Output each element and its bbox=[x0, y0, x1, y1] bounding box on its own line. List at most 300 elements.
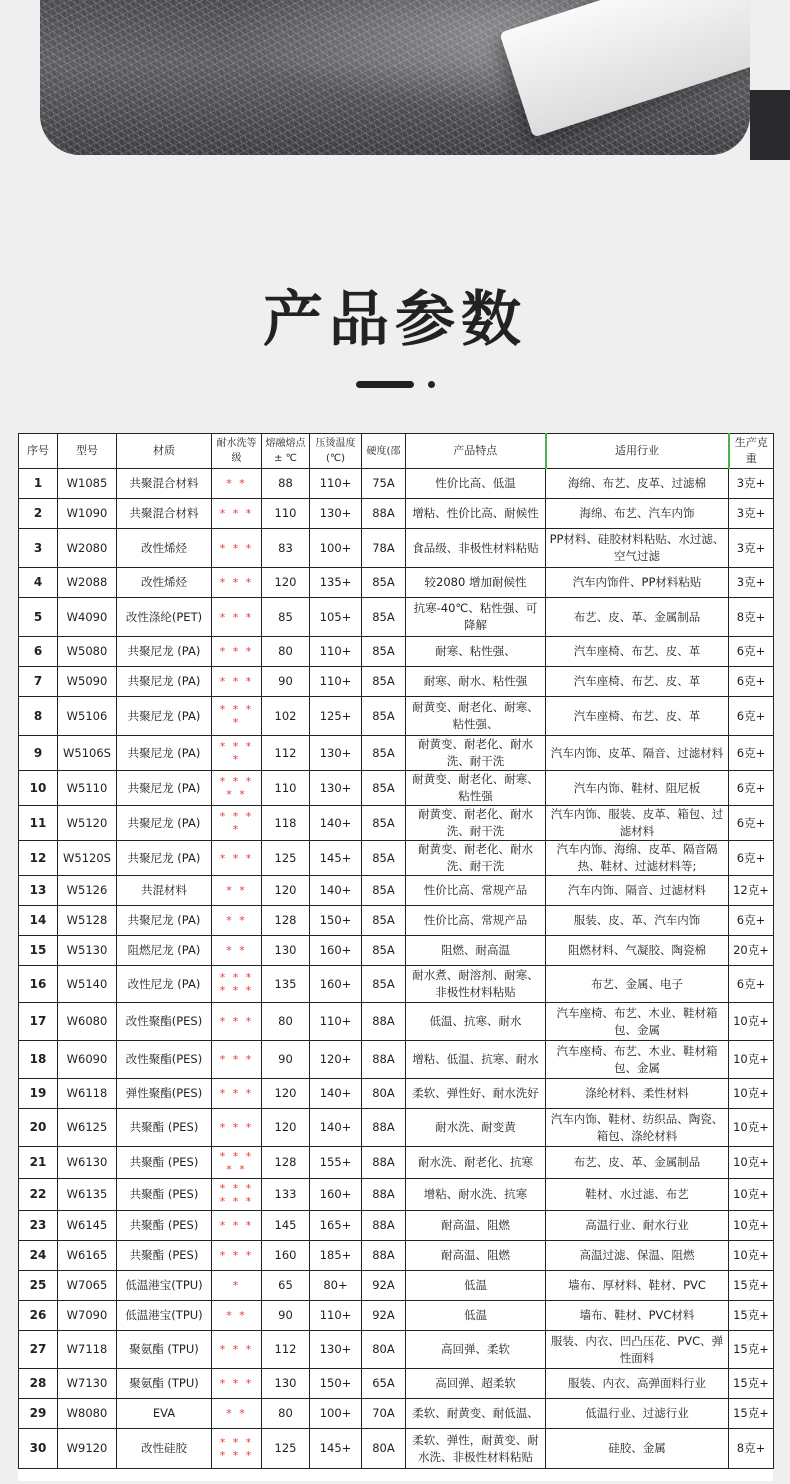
cell-model: W6135 bbox=[58, 1179, 117, 1211]
cell-press: 100+ bbox=[310, 1399, 362, 1429]
cell-feature: 柔软、弹性，耐黄变、耐水洗、非极性材料粘贴 bbox=[406, 1429, 546, 1469]
header-melt: 熔融熔点± ℃ bbox=[262, 434, 310, 469]
cell-material: 改性聚酯(PES) bbox=[117, 1041, 212, 1079]
header-feature: 产品特点 bbox=[406, 434, 546, 469]
cell-press: 160+ bbox=[310, 936, 362, 966]
cell-melt: 118 bbox=[262, 806, 310, 841]
cell-no: 30 bbox=[19, 1429, 58, 1469]
table-row bbox=[19, 841, 774, 876]
title-underline-dot bbox=[428, 381, 435, 388]
cell-wash: * * * bbox=[212, 598, 262, 637]
cell-hard: 80A bbox=[362, 1331, 406, 1369]
table-row bbox=[19, 936, 774, 966]
cell-model: W6145 bbox=[58, 1211, 117, 1241]
cell-material: 低温港宝(TPU) bbox=[117, 1301, 212, 1331]
cell-model: W6090 bbox=[58, 1041, 117, 1079]
cell-feature: 柔软、弹性好、耐水洗好 bbox=[406, 1079, 546, 1109]
cell-weight: 3克+ bbox=[729, 568, 774, 598]
cell-press: 130+ bbox=[310, 736, 362, 771]
cell-hard: 88A bbox=[362, 1241, 406, 1271]
cell-wash: * * * bbox=[212, 568, 262, 598]
cell-melt: 90 bbox=[262, 1041, 310, 1079]
cell-melt: 128 bbox=[262, 1147, 310, 1179]
cell-no: 24 bbox=[19, 1241, 58, 1271]
cell-melt: 133 bbox=[262, 1179, 310, 1211]
cell-material: 共聚混合材料 bbox=[117, 499, 212, 529]
table-row bbox=[19, 1079, 774, 1109]
cell-material: 共聚尼龙 (PA) bbox=[117, 637, 212, 667]
cell-no: 20 bbox=[19, 1109, 58, 1147]
table-row bbox=[19, 529, 774, 568]
cell-industry: 高温行业、耐水行业 bbox=[546, 1211, 729, 1241]
cell-press: 105+ bbox=[310, 598, 362, 637]
cell-no: 25 bbox=[19, 1271, 58, 1301]
cell-press: 80+ bbox=[310, 1271, 362, 1301]
cell-weight: 3克+ bbox=[729, 469, 774, 499]
cell-hard: 85A bbox=[362, 667, 406, 697]
cell-weight: 15克+ bbox=[729, 1331, 774, 1369]
cell-no: 12 bbox=[19, 841, 58, 876]
cell-melt: 120 bbox=[262, 876, 310, 906]
cell-feature: 增粘、耐水洗、抗寒 bbox=[406, 1179, 546, 1211]
cell-no: 28 bbox=[19, 1369, 58, 1399]
table-row bbox=[19, 1429, 774, 1469]
cell-industry: 布艺、皮、革、金属制品 bbox=[546, 598, 729, 637]
cell-melt: 90 bbox=[262, 1301, 310, 1331]
cell-feature: 耐黄变、耐老化、耐水洗、耐干洗 bbox=[406, 736, 546, 771]
cell-model: W5120S bbox=[58, 841, 117, 876]
cell-press: 100+ bbox=[310, 529, 362, 568]
cell-press: 165+ bbox=[310, 1211, 362, 1241]
cell-model: W5090 bbox=[58, 667, 117, 697]
header-hardness: 硬度(邵 bbox=[362, 434, 406, 469]
cell-material: 共聚尼龙 (PA) bbox=[117, 667, 212, 697]
cell-material: 改性硅胶 bbox=[117, 1429, 212, 1469]
cell-press: 140+ bbox=[310, 876, 362, 906]
cell-industry: 汽车内饰、隔音、过滤材料 bbox=[546, 876, 729, 906]
cell-no: 5 bbox=[19, 598, 58, 637]
table-row bbox=[19, 568, 774, 598]
table-row bbox=[19, 1211, 774, 1241]
cell-melt: 102 bbox=[262, 697, 310, 736]
cell-model: W2088 bbox=[58, 568, 117, 598]
cell-wash: * * * bbox=[212, 637, 262, 667]
table-row bbox=[19, 806, 774, 841]
cell-press: 125+ bbox=[310, 697, 362, 736]
cell-press: 130+ bbox=[310, 499, 362, 529]
cell-weight: 10克+ bbox=[729, 1079, 774, 1109]
table-row bbox=[19, 598, 774, 637]
product-photo bbox=[40, 0, 750, 155]
cell-material: 共混材料 bbox=[117, 876, 212, 906]
cell-press: 160+ bbox=[310, 1179, 362, 1211]
cell-hard: 85A bbox=[362, 568, 406, 598]
cell-feature: 低温 bbox=[406, 1271, 546, 1301]
cell-wash: * * * bbox=[212, 1241, 262, 1271]
cell-material: 改性烯烃 bbox=[117, 568, 212, 598]
cell-model: W7065 bbox=[58, 1271, 117, 1301]
cell-industry: 汽车内饰、皮革、隔音、过滤材料 bbox=[546, 736, 729, 771]
table-row bbox=[19, 697, 774, 736]
table-row bbox=[19, 1179, 774, 1211]
cell-model: W6080 bbox=[58, 1003, 117, 1041]
cell-weight: 10克+ bbox=[729, 1147, 774, 1179]
cell-press: 150+ bbox=[310, 1369, 362, 1399]
cell-wash: * * * * * bbox=[212, 771, 262, 806]
cell-industry: 服装、皮、革、汽车内饰 bbox=[546, 906, 729, 936]
cell-weight: 10克+ bbox=[729, 1041, 774, 1079]
cell-feature: 耐高温、阻燃 bbox=[406, 1241, 546, 1271]
cell-industry: 墙布、厚材料、鞋材、PVC bbox=[546, 1271, 729, 1301]
cell-wash: * * * bbox=[212, 1041, 262, 1079]
cell-press: 130+ bbox=[310, 1331, 362, 1369]
cell-hard: 88A bbox=[362, 1147, 406, 1179]
cell-feature: 耐寒、耐水、粘性强 bbox=[406, 667, 546, 697]
cell-press: 150+ bbox=[310, 906, 362, 936]
cell-press: 110+ bbox=[310, 1003, 362, 1041]
cell-weight: 20克+ bbox=[729, 936, 774, 966]
cell-wash: * * bbox=[212, 876, 262, 906]
cell-feature: 性价比高、常规产品 bbox=[406, 906, 546, 936]
cell-industry: 汽车座椅、布艺、皮、革 bbox=[546, 697, 729, 736]
cell-wash: * * * bbox=[212, 529, 262, 568]
cell-wash: * bbox=[212, 1271, 262, 1301]
cell-weight: 6克+ bbox=[729, 667, 774, 697]
cell-press: 120+ bbox=[310, 1041, 362, 1079]
cell-wash: * * * bbox=[212, 1331, 262, 1369]
cell-model: W5106S bbox=[58, 736, 117, 771]
cell-feature: 低温、抗寒、耐水 bbox=[406, 1003, 546, 1041]
cell-industry: 涤纶材料、柔性材料 bbox=[546, 1079, 729, 1109]
cell-model: W5120 bbox=[58, 806, 117, 841]
cell-industry: 汽车内饰件、PP材料粘贴 bbox=[546, 568, 729, 598]
cell-hard: 85A bbox=[362, 697, 406, 736]
cell-weight: 15克+ bbox=[729, 1399, 774, 1429]
cell-no: 22 bbox=[19, 1179, 58, 1211]
cell-wash: * * bbox=[212, 1301, 262, 1331]
cell-model: W6130 bbox=[58, 1147, 117, 1179]
cell-hard: 85A bbox=[362, 966, 406, 1003]
cell-press: 135+ bbox=[310, 568, 362, 598]
header-weight: 生产克重 bbox=[729, 434, 774, 469]
cell-model: W5128 bbox=[58, 906, 117, 936]
cell-material: 共聚尼龙 (PA) bbox=[117, 697, 212, 736]
cell-material: 改性烯烃 bbox=[117, 529, 212, 568]
cell-no: 13 bbox=[19, 876, 58, 906]
cell-melt: 112 bbox=[262, 736, 310, 771]
header-wash: 耐水洗等级 bbox=[212, 434, 262, 469]
cell-model: W2080 bbox=[58, 529, 117, 568]
cell-hard: 85A bbox=[362, 841, 406, 876]
table-row bbox=[19, 1109, 774, 1147]
cell-wash: * * * * bbox=[212, 736, 262, 771]
page-title: 产品参数 bbox=[263, 285, 527, 355]
cell-melt: 110 bbox=[262, 499, 310, 529]
cell-industry: 海绵、布艺、皮革、过滤棉 bbox=[546, 469, 729, 499]
cell-feature: 耐水洗、耐变黄 bbox=[406, 1109, 546, 1147]
cell-melt: 80 bbox=[262, 1003, 310, 1041]
cell-no: 21 bbox=[19, 1147, 58, 1179]
cell-hard: 85A bbox=[362, 876, 406, 906]
cell-model: W5106 bbox=[58, 697, 117, 736]
cell-wash: * * * bbox=[212, 499, 262, 529]
cell-melt: 145 bbox=[262, 1211, 310, 1241]
table-row bbox=[19, 1003, 774, 1041]
table-row bbox=[19, 1331, 774, 1369]
parameter-table-container bbox=[18, 433, 773, 1481]
cell-hard: 88A bbox=[362, 1041, 406, 1079]
cell-press: 185+ bbox=[310, 1241, 362, 1271]
cell-hard: 85A bbox=[362, 771, 406, 806]
cell-model: W5130 bbox=[58, 936, 117, 966]
cell-melt: 80 bbox=[262, 637, 310, 667]
cell-melt: 125 bbox=[262, 841, 310, 876]
cell-weight: 3克+ bbox=[729, 499, 774, 529]
table-row bbox=[19, 1301, 774, 1331]
cell-melt: 88 bbox=[262, 469, 310, 499]
cell-press: 110+ bbox=[310, 667, 362, 697]
cell-no: 23 bbox=[19, 1211, 58, 1241]
cell-melt: 120 bbox=[262, 568, 310, 598]
table-row bbox=[19, 876, 774, 906]
cell-weight: 10克+ bbox=[729, 1003, 774, 1041]
cell-feature: 性价比高、低温 bbox=[406, 469, 546, 499]
cell-melt: 80 bbox=[262, 1399, 310, 1429]
cell-no: 15 bbox=[19, 936, 58, 966]
cell-hard: 88A bbox=[362, 1179, 406, 1211]
cell-press: 110+ bbox=[310, 469, 362, 499]
cell-melt: 120 bbox=[262, 1109, 310, 1147]
table-row bbox=[19, 736, 774, 771]
table-row bbox=[19, 1041, 774, 1079]
cell-hard: 88A bbox=[362, 1109, 406, 1147]
cell-feature: 性价比高、常规产品 bbox=[406, 876, 546, 906]
cell-feature: 增粘、低温、抗寒、耐水 bbox=[406, 1041, 546, 1079]
cell-press: 140+ bbox=[310, 1079, 362, 1109]
cell-material: 共聚酯 (PES) bbox=[117, 1147, 212, 1179]
cell-melt: 128 bbox=[262, 906, 310, 936]
cell-no: 6 bbox=[19, 637, 58, 667]
cell-industry: 服装、内衣、高弹面料行业 bbox=[546, 1369, 729, 1399]
cell-material: 共聚混合材料 bbox=[117, 469, 212, 499]
cell-weight: 6克+ bbox=[729, 966, 774, 1003]
cell-wash: * * * bbox=[212, 1079, 262, 1109]
table-row bbox=[19, 1241, 774, 1271]
cell-wash: * * * bbox=[212, 841, 262, 876]
table-row bbox=[19, 1399, 774, 1429]
cell-feature: 增粘、性价比高、耐候性 bbox=[406, 499, 546, 529]
cell-weight: 6克+ bbox=[729, 697, 774, 736]
cell-industry: 服装、内衣、凹凸压花、PVC、弹性面料 bbox=[546, 1331, 729, 1369]
cell-industry: PP材料、硅胶材料粘贴、水过滤、空气过滤 bbox=[546, 529, 729, 568]
cell-weight: 6克+ bbox=[729, 637, 774, 667]
cell-hard: 85A bbox=[362, 637, 406, 667]
cell-industry: 海绵、布艺、汽车内饰 bbox=[546, 499, 729, 529]
cell-no: 18 bbox=[19, 1041, 58, 1079]
cell-weight: 12克+ bbox=[729, 876, 774, 906]
table-row bbox=[19, 1271, 774, 1301]
cell-hard: 80A bbox=[362, 1429, 406, 1469]
cell-wash: * * * * * * bbox=[212, 1429, 262, 1469]
cell-weight: 10克+ bbox=[729, 1241, 774, 1271]
cell-industry: 阻燃材料、气凝胶、陶瓷棉 bbox=[546, 936, 729, 966]
cell-industry: 汽车座椅、布艺、皮、革 bbox=[546, 667, 729, 697]
cell-wash: * * bbox=[212, 906, 262, 936]
cell-no: 29 bbox=[19, 1399, 58, 1429]
cell-industry: 汽车内饰、鞋材、纺织品、陶瓷、箱包、涤纶材料 bbox=[546, 1109, 729, 1147]
cell-melt: 135 bbox=[262, 966, 310, 1003]
cell-feature: 耐黄变、耐老化、耐水洗、耐干洗 bbox=[406, 841, 546, 876]
cell-industry: 汽车座椅、布艺、木业、鞋材箱包、金属 bbox=[546, 1041, 729, 1079]
cell-melt: 83 bbox=[262, 529, 310, 568]
cell-feature: 耐寒、粘性强、 bbox=[406, 637, 546, 667]
cell-weight: 6克+ bbox=[729, 841, 774, 876]
cell-industry: 墙布、鞋材、PVC材料 bbox=[546, 1301, 729, 1331]
cell-material: 共聚酯 (PES) bbox=[117, 1109, 212, 1147]
cell-hard: 65A bbox=[362, 1369, 406, 1399]
cell-press: 145+ bbox=[310, 1429, 362, 1469]
cell-weight: 6克+ bbox=[729, 906, 774, 936]
cell-press: 140+ bbox=[310, 1109, 362, 1147]
cell-material: 共聚酯 (PES) bbox=[117, 1179, 212, 1211]
table-row bbox=[19, 1369, 774, 1399]
table-row bbox=[19, 499, 774, 529]
cell-weight: 15克+ bbox=[729, 1301, 774, 1331]
cell-model: W7130 bbox=[58, 1369, 117, 1399]
cell-no: 26 bbox=[19, 1301, 58, 1331]
table-body bbox=[19, 469, 774, 1469]
cell-melt: 90 bbox=[262, 667, 310, 697]
cell-weight: 8克+ bbox=[729, 1429, 774, 1469]
cell-no: 17 bbox=[19, 1003, 58, 1041]
cell-material: 共聚尼龙 (PA) bbox=[117, 806, 212, 841]
cell-model: W6125 bbox=[58, 1109, 117, 1147]
cell-no: 16 bbox=[19, 966, 58, 1003]
cell-wash: * * bbox=[212, 469, 262, 499]
cell-wash: * * * * * * bbox=[212, 966, 262, 1003]
cell-material: 低温港宝(TPU) bbox=[117, 1271, 212, 1301]
table-header-row bbox=[19, 434, 774, 469]
header-model: 型号 bbox=[58, 434, 117, 469]
cell-model: W4090 bbox=[58, 598, 117, 637]
table-row bbox=[19, 469, 774, 499]
cell-industry: 硅胶、金属 bbox=[546, 1429, 729, 1469]
cell-press: 130+ bbox=[310, 771, 362, 806]
cell-no: 8 bbox=[19, 697, 58, 736]
cell-hard: 85A bbox=[362, 598, 406, 637]
cell-material: 聚氨酯 (TPU) bbox=[117, 1369, 212, 1399]
cell-feature: 高回弹、超柔软 bbox=[406, 1369, 546, 1399]
cell-material: 共聚尼龙 (PA) bbox=[117, 841, 212, 876]
header-no: 序号 bbox=[19, 434, 58, 469]
header-industry: 适用行业 bbox=[546, 434, 729, 469]
cell-press: 160+ bbox=[310, 966, 362, 1003]
cell-no: 9 bbox=[19, 736, 58, 771]
cell-model: W6118 bbox=[58, 1079, 117, 1109]
cell-hard: 75A bbox=[362, 469, 406, 499]
cell-industry: 布艺、皮、革、金属制品 bbox=[546, 1147, 729, 1179]
cell-wash: * * * * bbox=[212, 697, 262, 736]
cell-industry: 汽车内饰、鞋材、阻尼板 bbox=[546, 771, 729, 806]
photo-edge-shadow bbox=[750, 90, 790, 160]
header-material: 材质 bbox=[117, 434, 212, 469]
cell-model: W5126 bbox=[58, 876, 117, 906]
cell-melt: 130 bbox=[262, 936, 310, 966]
cell-no: 14 bbox=[19, 906, 58, 936]
cell-feature: 耐黄变、耐老化、耐寒、粘性强 bbox=[406, 771, 546, 806]
cell-industry: 鞋材、水过滤、布艺 bbox=[546, 1179, 729, 1211]
cell-weight: 10克+ bbox=[729, 1109, 774, 1147]
cell-melt: 112 bbox=[262, 1331, 310, 1369]
cell-wash: * * * bbox=[212, 667, 262, 697]
table-row bbox=[19, 906, 774, 936]
cell-no: 27 bbox=[19, 1331, 58, 1369]
cell-weight: 3克+ bbox=[729, 529, 774, 568]
cell-no: 2 bbox=[19, 499, 58, 529]
table-row bbox=[19, 1147, 774, 1179]
cell-press: 110+ bbox=[310, 1301, 362, 1331]
fabric-roll-image bbox=[499, 0, 750, 137]
cell-melt: 125 bbox=[262, 1429, 310, 1469]
cell-hard: 80A bbox=[362, 1079, 406, 1109]
cell-melt: 130 bbox=[262, 1369, 310, 1399]
cell-feature: 柔软、耐黄变、耐低温、 bbox=[406, 1399, 546, 1429]
cell-industry: 布艺、金属、电子 bbox=[546, 966, 729, 1003]
table-row bbox=[19, 966, 774, 1003]
table-row bbox=[19, 667, 774, 697]
cell-wash: * * * bbox=[212, 1211, 262, 1241]
cell-weight: 6克+ bbox=[729, 736, 774, 771]
cell-industry: 汽车内饰、海绵、皮革、隔音隔热、鞋材、过滤材料等; bbox=[546, 841, 729, 876]
cell-model: W6165 bbox=[58, 1241, 117, 1271]
cell-no: 11 bbox=[19, 806, 58, 841]
cell-material: 共聚尼龙 (PA) bbox=[117, 771, 212, 806]
cell-no: 19 bbox=[19, 1079, 58, 1109]
cell-no: 1 bbox=[19, 469, 58, 499]
cell-feature: 抗寒-40℃、粘性强、可降解 bbox=[406, 598, 546, 637]
cell-weight: 6克+ bbox=[729, 806, 774, 841]
cell-hard: 92A bbox=[362, 1301, 406, 1331]
cell-model: W1090 bbox=[58, 499, 117, 529]
cell-feature: 耐水煮、耐溶剂、耐寒、非极性材料粘贴 bbox=[406, 966, 546, 1003]
cell-feature: 较2080 增加耐候性 bbox=[406, 568, 546, 598]
cell-material: 阻燃尼龙 (PA) bbox=[117, 936, 212, 966]
cell-no: 4 bbox=[19, 568, 58, 598]
cell-hard: 85A bbox=[362, 936, 406, 966]
cell-weight: 10克+ bbox=[729, 1179, 774, 1211]
title-decoration bbox=[356, 381, 436, 389]
cell-feature: 高回弹、柔软 bbox=[406, 1331, 546, 1369]
cell-hard: 78A bbox=[362, 529, 406, 568]
cell-material: 聚氨酯 (TPU) bbox=[117, 1331, 212, 1369]
cell-material: 共聚尼龙 (PA) bbox=[117, 736, 212, 771]
cell-wash: * * * bbox=[212, 1109, 262, 1147]
cell-wash: * * * * bbox=[212, 806, 262, 841]
cell-hard: 70A bbox=[362, 1399, 406, 1429]
cell-model: W5080 bbox=[58, 637, 117, 667]
cell-weight: 15克+ bbox=[729, 1271, 774, 1301]
cell-no: 7 bbox=[19, 667, 58, 697]
cell-model: W7090 bbox=[58, 1301, 117, 1331]
cell-material: 改性涤纶(PET) bbox=[117, 598, 212, 637]
cell-material: 共聚酯 (PES) bbox=[117, 1211, 212, 1241]
cell-model: W8080 bbox=[58, 1399, 117, 1429]
table-row bbox=[19, 637, 774, 667]
cell-feature: 低温 bbox=[406, 1301, 546, 1331]
cell-feature: 食品级、非极性材料粘贴 bbox=[406, 529, 546, 568]
cell-weight: 10克+ bbox=[729, 1211, 774, 1241]
cell-feature: 阻燃、耐高温 bbox=[406, 936, 546, 966]
